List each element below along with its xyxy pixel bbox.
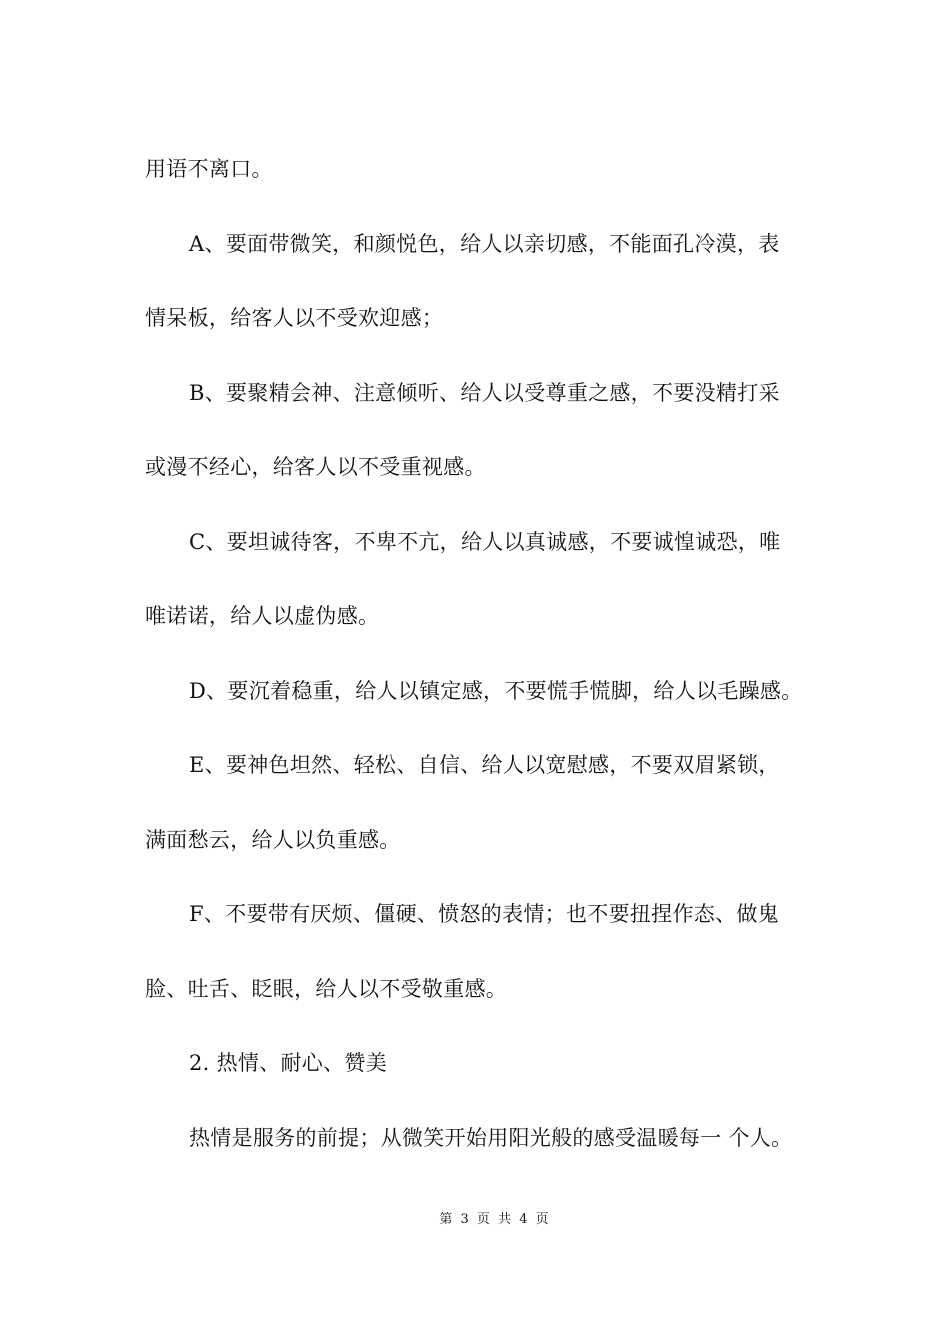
paragraph-line: F、不要带有厌烦、僵硬、愤怒的表情；也不要扭捏作态、做鬼 [189, 902, 779, 926]
paragraph-line: 情呆板，给客人以不受欢迎感； [145, 306, 444, 330]
document-body [145, 132, 810, 1175]
section-heading: 2. 热情、耐心、赞美 [189, 1051, 388, 1075]
paragraph-line: 热情是服务的前提；从微笑开始用阳光般的感受温暖每一 个人。 [189, 1125, 793, 1150]
paragraph-line: D、要沉着稳重，给人以镇定感，不要慌手慌脚，给人以毛躁感。 [189, 678, 803, 703]
paragraph-line: 唯诺诺，给人以虚伪感。 [145, 604, 380, 628]
paragraph-line: E、要神色坦然、轻松、自信、给人以宽慰感，不要双眉紧锁， [189, 753, 780, 777]
paragraph-line: 用语不离口。 [145, 157, 273, 181]
paragraph-line: A、要面带微笑，和颜悦色，给人以亲切感，不能面孔冷漠，表 [189, 231, 780, 256]
paragraph-line: 或漫不经心，给客人以不受重视感。 [145, 455, 486, 479]
paragraph-line: B、要聚精会神、注意倾听、给人以受尊重之感，不要没精打采 [189, 380, 780, 405]
paragraph-line: C、要坦诚待客，不卑不亢，给人以真诚感，不要诚惶诚恐，唯 [189, 529, 781, 554]
paragraph-line: 脸、吐舌、眨眼，给人以不受敬重感。 [145, 976, 508, 1001]
paragraph-line: 满面愁云，给人以负重感。 [145, 827, 401, 852]
page-number-footer: 第 3 页 共 4 页 [439, 1212, 551, 1227]
